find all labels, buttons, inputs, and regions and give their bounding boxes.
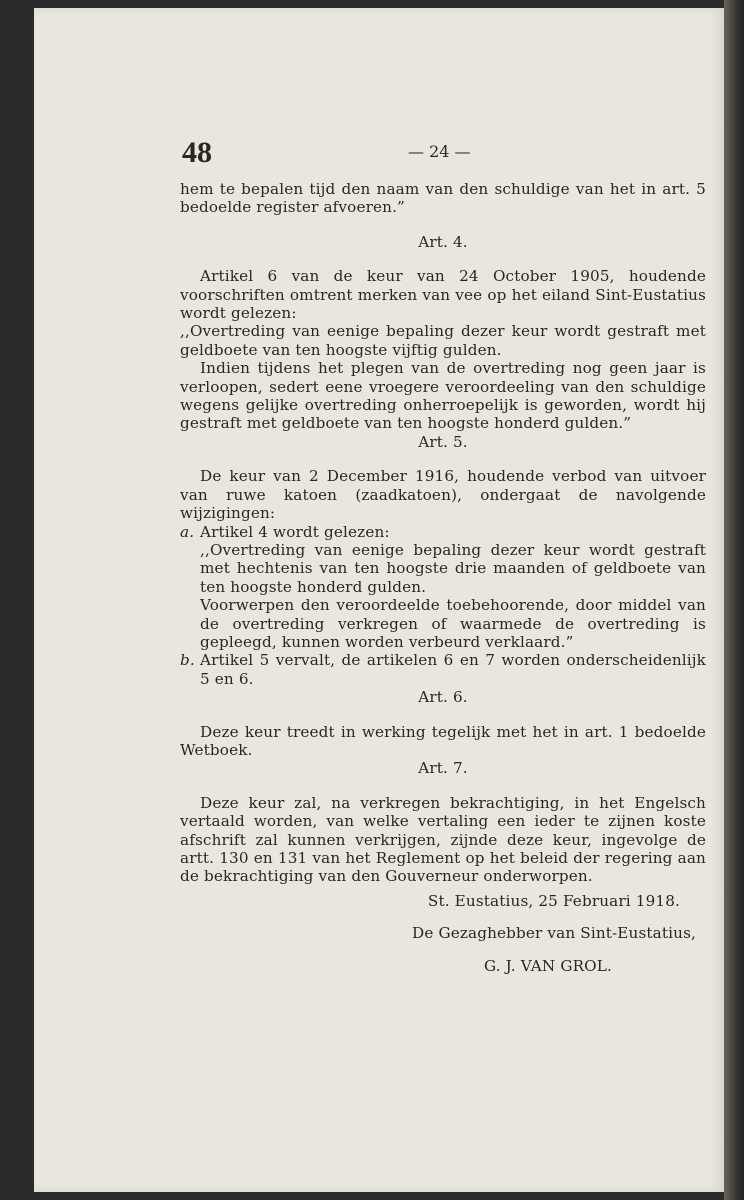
office-title: De Gezaghebber van Sint-Eustatius,: [412, 924, 696, 943]
art5-paragraph-1: De keur van 2 December 1916, houdende verbod van uitvoer van ruwe katoen (zaadkatoen), ondergaat de navolgende wijzigingen:: [180, 467, 706, 523]
art5-heading: Art. 5.: [418, 432, 468, 451]
art7-heading: Art. 7.: [418, 759, 468, 778]
art4-paragraph-3: Indien tijdens het plegen van de overtreding nog geen jaar is verloopen, sedert eene vroegere veroordeeling van den schuldige wegens gelijke overtreding onherroepelijk is geworden, wordt hij gestraft met geldboete van ten hoogste honderd gulden.”: [180, 359, 706, 433]
running-head: — 24 —: [408, 142, 471, 161]
art5-item-a: [180, 523, 706, 541]
art4-paragraph-1: Artikel 6 van de keur van 24 October 1905, houdende voorschriften omtrent merken van vee op het eiland Sint-Eustatius wordt gelezen:: [180, 267, 706, 323]
item-a-label: a.: [180, 522, 195, 541]
item-b-label: b.: [180, 651, 195, 670]
item-a-quote-1: ,,Overtreding van eenige bepaling dezer keur wordt gestraft met hechtenis van ten hoogste drie maanden of geldboete van ten hoogste honderd gulden.: [200, 540, 706, 596]
item-b-text: Artikel 5 vervalt, de artikelen 6 en 7 worden onderscheidenlijk 5 en 6.: [200, 651, 706, 688]
book-spine: [724, 0, 744, 1200]
page-body: [180, 136, 706, 975]
place-date: St. Eustatius, 25 Februari 1918.: [427, 891, 680, 910]
art6-paragraph-1: Deze keur treedt in werking tegelijk met het in art. 1 bedoelde Wetboek.: [180, 722, 706, 759]
art7-paragraph-1: Deze keur zal, na verkregen bekrachtiging, in het Engelsch vertaald worden, van welke vertaling een ieder te zijnen koste afschrift zal kunnen verkrijgen, zijnde deze keur, ingevolge de artt. 130 en 131 van het Reglement op het beleid der regering aan de bekrachtiging van den Gouverneur onderworpen.: [180, 793, 706, 886]
art4-heading: Art. 4.: [418, 232, 468, 251]
art5-item-b: [180, 651, 706, 688]
signatory: G. J. VAN GROL.: [483, 956, 612, 975]
intro-paragraph: hem te bepalen tijd den naam van den schuldige van het in art. 5 bedoelde register afvoeren.”: [180, 180, 706, 217]
page-number: 48: [182, 136, 212, 169]
item-a-text: Artikel 4 wordt gelezen:: [200, 522, 390, 541]
art6-heading: Art. 6.: [418, 688, 468, 707]
item-a-quote-2: Voorwerpen den veroordeelde toebehoorende, door middel van de overtreding verkregen of waarmede de overtreding is gepleegd, kunnen worden verbeurd verklaard.”: [200, 596, 706, 651]
art4-paragraph-2: ,,Overtreding van eenige bepaling dezer keur wordt gestraft met geldboete van ten hoogste vijftig gulden.: [180, 322, 706, 359]
